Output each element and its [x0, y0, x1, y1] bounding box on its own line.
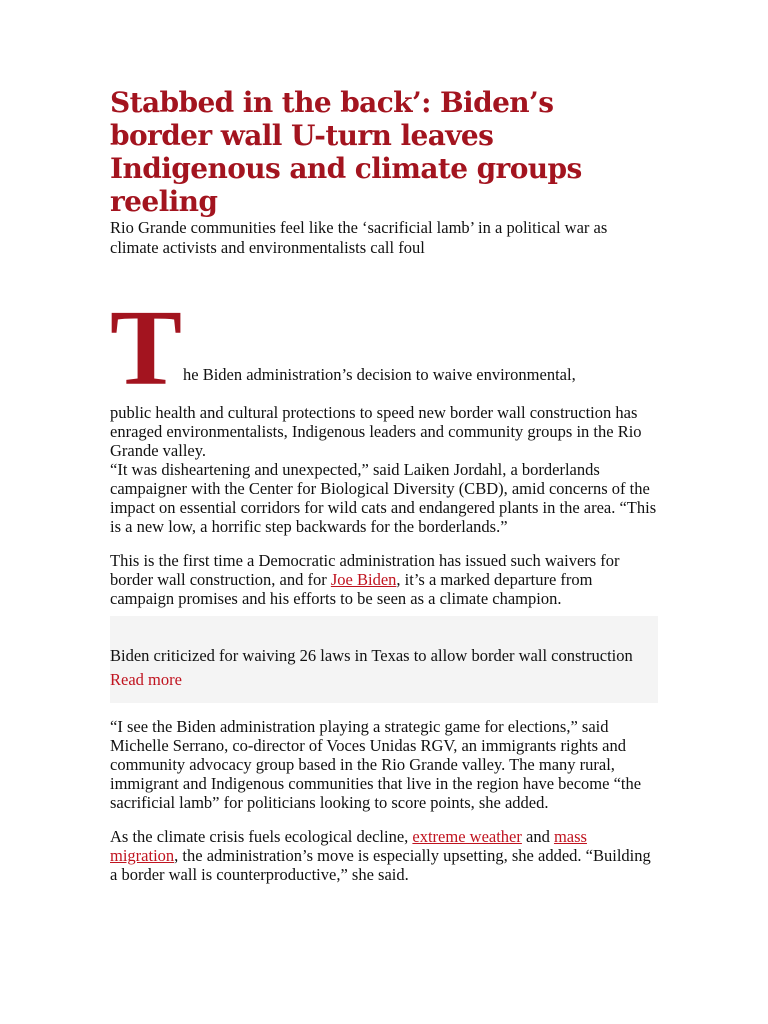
drop-cap: T: [110, 289, 183, 408]
paragraph-5-text-after: , the administration’s move is especially upsetting, she added. “Building a border wall is counterproductive,” she said.: [110, 846, 651, 884]
paragraph-2: “It was disheartening and unexpected,” said Laiken Jordahl, a borderlands campaigner with the Center for Biological Diversity (CBD), amid concerns of the impact on essential corridors for wild cats and endangered plants in the area. “This is a new low, a horrific step backwards for the borderlands.”: [110, 460, 657, 536]
paragraph-3-text-after: , it’s a marked departure from campaign promises and his efforts to be seen as a climate champion.: [110, 570, 593, 608]
joe-biden-link[interactable]: Joe Biden: [330, 570, 397, 589]
article-standfirst: Rio Grande communities feel like the ‘sacrificial lamb’ in a political war as climate activists and environmentalists call foul: [110, 218, 608, 257]
related-article-card[interactable]: [110, 616, 658, 703]
extreme-weather-link[interactable]: extreme weather: [412, 827, 522, 846]
drop-cap-block: [110, 289, 658, 408]
paragraph-5: [110, 827, 658, 884]
first-line: he Biden administration’s decision to waive environmental,: [183, 365, 576, 384]
paragraph-5-text-before: As the climate crisis fuels ecological decline,: [110, 827, 413, 846]
article: [110, 86, 658, 884]
paragraph-5-text-middle: and: [521, 827, 554, 846]
article-headline: Stabbed in the back’: Biden’s border wall U-turn leaves Indigenous and climate groups reeling: [110, 86, 582, 218]
paragraph-3: [110, 551, 658, 608]
paragraph-1: public health and cultural protections to speed new border wall construction has enraged environmentalists, Indigenous leaders and community groups in the Rio Grande valley.: [110, 403, 642, 460]
read-more-link[interactable]: Read more: [110, 670, 182, 689]
mass-migration-link[interactable]: mass migration: [110, 827, 587, 865]
related-article-title[interactable]: Biden criticized for waiving 26 laws in Texas to allow border wall construction: [110, 646, 633, 665]
paragraph-3-text-before: This is the first time a Democratic administration has issued such waivers for border wall construction, and for: [110, 551, 620, 589]
paragraph-4: “I see the Biden administration playing a strategic game for elections,” said Michelle Serrano, co-director of Voces Unidas RGV, an immigrants rights and community advocacy group based in the Rio Grande valley. The many rural, immigrant and Indigenous communities that live in the region have become “the sacrificial lamb” for politicians looking to score points, she added.: [110, 717, 642, 812]
